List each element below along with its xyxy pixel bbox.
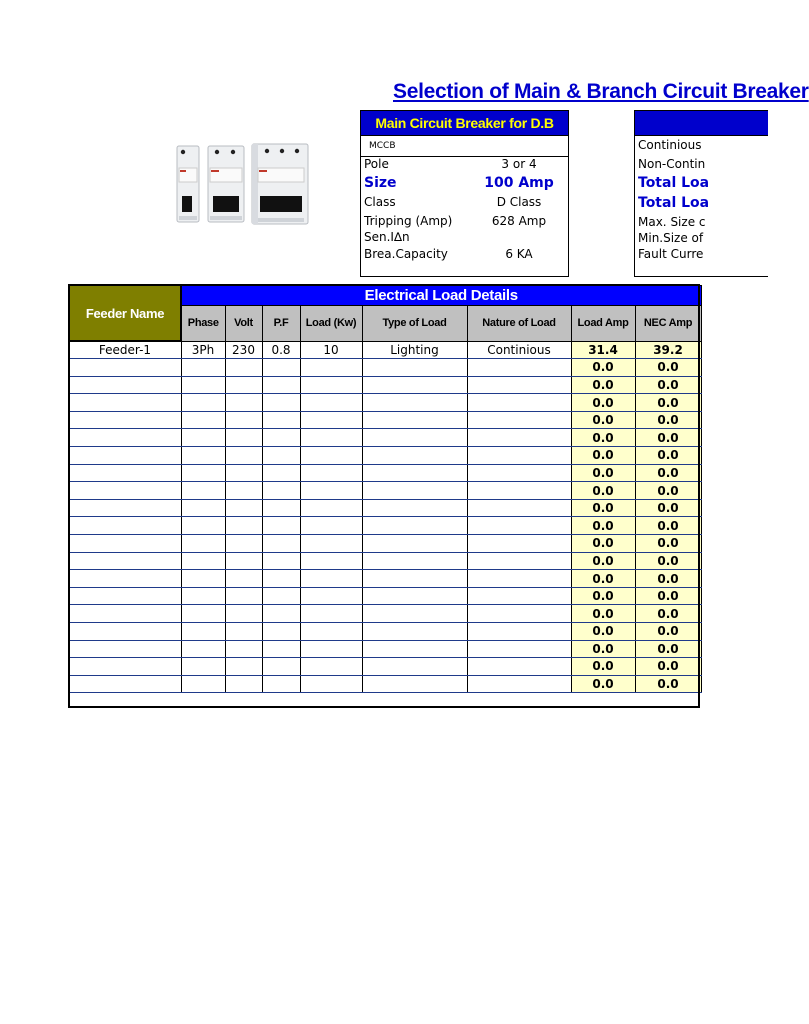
table-cell[interactable]: [225, 640, 262, 658]
table-cell[interactable]: [362, 447, 467, 465]
table-cell[interactable]: [262, 394, 300, 412]
table-cell: 0.0: [635, 499, 701, 517]
table-row: [69, 429, 701, 447]
table-cell: 0.0: [571, 482, 635, 500]
table-cell: 0.0: [635, 623, 701, 641]
table-cell[interactable]: [225, 570, 262, 588]
table-cell[interactable]: [262, 623, 300, 641]
table-cell[interactable]: [467, 359, 571, 377]
table-cell[interactable]: 0.8: [262, 341, 300, 359]
load-summary-row-label: Total Loa: [638, 175, 710, 191]
table-cell[interactable]: [262, 429, 300, 447]
table-cell: 0.0: [635, 359, 701, 377]
table-cell: 0.0: [571, 376, 635, 394]
table-row: [69, 359, 701, 377]
table-cell[interactable]: [225, 482, 262, 500]
column-header: P.F: [262, 305, 300, 341]
table-cell[interactable]: [181, 605, 225, 623]
table-cell[interactable]: [262, 376, 300, 394]
table-cell[interactable]: [467, 411, 571, 429]
table-cell: 0.0: [571, 535, 635, 553]
main-breaker-row-value[interactable]: 3 or 4: [501, 157, 537, 171]
table-cell[interactable]: [362, 411, 467, 429]
table-cell[interactable]: [467, 640, 571, 658]
table-cell[interactable]: [225, 605, 262, 623]
table-row: [69, 675, 701, 693]
load-summary-panel: [634, 110, 768, 277]
table-cell[interactable]: [262, 411, 300, 429]
table-cell: 0.0: [571, 464, 635, 482]
table-cell[interactable]: [69, 640, 181, 658]
main-breaker-row-value[interactable]: 628 Amp: [491, 214, 547, 228]
table-cell[interactable]: [225, 552, 262, 570]
table-cell[interactable]: [69, 411, 181, 429]
table-cell[interactable]: [69, 675, 181, 693]
column-header: Phase: [181, 305, 225, 341]
table-cell[interactable]: [300, 658, 362, 676]
table-cell: 0.0: [635, 411, 701, 429]
table-cell[interactable]: [262, 464, 300, 482]
table-cell[interactable]: [467, 587, 571, 605]
table-row: [69, 517, 701, 535]
table-cell[interactable]: [69, 658, 181, 676]
main-breaker-row-label: Sen.I∆n: [364, 230, 410, 244]
table-row: [69, 640, 701, 658]
table-cell[interactable]: [69, 587, 181, 605]
table-row: [69, 341, 701, 359]
table-cell[interactable]: [181, 464, 225, 482]
table-cell[interactable]: [262, 675, 300, 693]
table-cell[interactable]: [69, 447, 181, 465]
circuit-breaker-image: [170, 140, 315, 230]
main-breaker-header: Main Circuit Breaker for D.B: [361, 111, 568, 136]
table-row: [69, 587, 701, 605]
table-cell[interactable]: [225, 675, 262, 693]
table-cell: 0.0: [635, 570, 701, 588]
table-cell[interactable]: [467, 517, 571, 535]
table-cell: 0.0: [571, 429, 635, 447]
table-cell[interactable]: [300, 376, 362, 394]
table-cell[interactable]: 10: [300, 341, 362, 359]
table-cell[interactable]: [362, 552, 467, 570]
table-cell[interactable]: [225, 517, 262, 535]
table-cell[interactable]: [362, 535, 467, 553]
column-header: NEC Amp: [635, 305, 701, 341]
main-breaker-row-value[interactable]: 6 KA: [505, 247, 533, 261]
table-cell[interactable]: [262, 658, 300, 676]
table-cell[interactable]: [300, 394, 362, 412]
table-cell[interactable]: [467, 623, 571, 641]
table-cell[interactable]: [362, 394, 467, 412]
table-row: [69, 482, 701, 500]
table-cell[interactable]: [467, 447, 571, 465]
table-cell[interactable]: [262, 570, 300, 588]
electrical-load-details-header: Electrical Load Details: [181, 285, 701, 305]
table-cell[interactable]: [69, 464, 181, 482]
table-cell[interactable]: [181, 482, 225, 500]
table-cell[interactable]: [225, 429, 262, 447]
table-cell[interactable]: [467, 464, 571, 482]
table-cell[interactable]: [181, 411, 225, 429]
table-cell: 0.0: [635, 394, 701, 412]
feeder-name-header: Feeder Name: [69, 285, 181, 341]
table-cell[interactable]: [225, 499, 262, 517]
table-cell[interactable]: [467, 605, 571, 623]
table-cell: 0.0: [571, 411, 635, 429]
table-cell[interactable]: [69, 623, 181, 641]
table-cell: 0.0: [571, 640, 635, 658]
triple-pole-breaker-icon: [252, 144, 308, 224]
table-row: [69, 464, 701, 482]
table-cell[interactable]: [362, 429, 467, 447]
table-cell[interactable]: [69, 482, 181, 500]
table-cell[interactable]: [181, 499, 225, 517]
table-cell[interactable]: [225, 587, 262, 605]
table-cell[interactable]: [300, 429, 362, 447]
main-breaker-row-label: Brea.Capacity: [364, 247, 448, 261]
table-cell[interactable]: [362, 359, 467, 377]
load-summary-row-label: Min.Size of: [638, 231, 704, 245]
table-cell[interactable]: [225, 411, 262, 429]
load-summary-row-label: Continious: [638, 138, 702, 152]
table-row: [69, 535, 701, 553]
table-cell[interactable]: [262, 359, 300, 377]
table-cell[interactable]: [467, 376, 571, 394]
load-summary-header: [635, 111, 768, 136]
table-cell[interactable]: [300, 570, 362, 588]
table-cell[interactable]: 3Ph: [181, 341, 225, 359]
table-cell[interactable]: [467, 658, 571, 676]
table-cell[interactable]: [225, 623, 262, 641]
table-cell: 0.0: [571, 552, 635, 570]
table-cell[interactable]: [225, 359, 262, 377]
main-breaker-row-label: Size: [364, 175, 397, 191]
table-cell[interactable]: [467, 535, 571, 553]
column-header: Load (Kw): [300, 305, 362, 341]
table-cell[interactable]: [225, 394, 262, 412]
table-cell[interactable]: Continious: [467, 341, 571, 359]
table-cell[interactable]: [181, 376, 225, 394]
table-cell[interactable]: [262, 640, 300, 658]
table-cell[interactable]: [467, 394, 571, 412]
table-cell[interactable]: [362, 623, 467, 641]
table-cell[interactable]: [300, 517, 362, 535]
table-cell[interactable]: [362, 482, 467, 500]
table-row: [69, 411, 701, 429]
table-row: [69, 552, 701, 570]
table-row: [69, 623, 701, 641]
table-cell[interactable]: [300, 535, 362, 553]
load-summary-row-label: Non-Contin: [638, 157, 706, 171]
table-cell[interactable]: [300, 552, 362, 570]
table-cell: 0.0: [571, 570, 635, 588]
table-cell[interactable]: [300, 605, 362, 623]
table-cell[interactable]: [69, 570, 181, 588]
table-cell[interactable]: [362, 587, 467, 605]
main-breaker-row-label: Class: [364, 195, 396, 209]
table-cell: 0.0: [571, 587, 635, 605]
table-cell[interactable]: [362, 675, 467, 693]
table-cell[interactable]: [362, 658, 467, 676]
table-cell[interactable]: [69, 605, 181, 623]
table-cell[interactable]: [69, 552, 181, 570]
table-cell[interactable]: [362, 570, 467, 588]
table-row: [69, 570, 701, 588]
table-cell[interactable]: [181, 623, 225, 641]
table-cell[interactable]: [300, 587, 362, 605]
table-cell[interactable]: [181, 517, 225, 535]
table-cell: 39.2: [635, 341, 701, 359]
load-summary-row-label: Fault Curre: [638, 247, 704, 261]
table-cell[interactable]: Lighting: [362, 341, 467, 359]
table-cell: 0.0: [571, 517, 635, 535]
electrical-load-table: [68, 284, 702, 693]
table-cell[interactable]: [467, 552, 571, 570]
main-breaker-row-label: Tripping (Amp): [364, 214, 453, 228]
column-header: Type of Load: [362, 305, 467, 341]
main-breaker-panel: [360, 110, 569, 277]
double-pole-breaker-icon: [208, 146, 244, 222]
table-cell[interactable]: [262, 535, 300, 553]
table-cell: 0.0: [571, 499, 635, 517]
table-cell: 0.0: [635, 376, 701, 394]
table-cell[interactable]: [181, 640, 225, 658]
table-cell[interactable]: [69, 376, 181, 394]
table-row: [69, 394, 701, 412]
table-cell: 0.0: [635, 517, 701, 535]
table-cell[interactable]: [181, 447, 225, 465]
table-cell[interactable]: [362, 605, 467, 623]
column-header: Volt: [225, 305, 262, 341]
table-cell[interactable]: [467, 499, 571, 517]
table-cell[interactable]: [225, 376, 262, 394]
table-cell[interactable]: [362, 499, 467, 517]
table-cell: 0.0: [571, 675, 635, 693]
table-row: [69, 658, 701, 676]
table-row: [69, 376, 701, 394]
table-cell[interactable]: [181, 570, 225, 588]
single-pole-breaker-icon: [177, 146, 199, 222]
table-cell[interactable]: [181, 675, 225, 693]
table-cell[interactable]: [467, 429, 571, 447]
table-cell[interactable]: [300, 623, 362, 641]
table-cell[interactable]: [300, 675, 362, 693]
table-cell[interactable]: [181, 429, 225, 447]
table-cell[interactable]: [225, 464, 262, 482]
table-cell[interactable]: [300, 640, 362, 658]
column-header: Load Amp: [571, 305, 635, 341]
table-cell[interactable]: [300, 499, 362, 517]
table-cell[interactable]: [262, 482, 300, 500]
table-cell[interactable]: [69, 394, 181, 412]
table-row: [69, 605, 701, 623]
breaker-type-cell[interactable]: MCCB: [361, 136, 568, 157]
table-cell[interactable]: [262, 447, 300, 465]
table-cell[interactable]: [181, 658, 225, 676]
table-cell: 0.0: [635, 640, 701, 658]
table-cell: 0.0: [635, 429, 701, 447]
table-cell: 0.0: [571, 359, 635, 377]
table-cell[interactable]: [300, 482, 362, 500]
table-row: [69, 499, 701, 517]
table-cell[interactable]: [262, 499, 300, 517]
table-cell: 0.0: [635, 464, 701, 482]
table-cell[interactable]: [181, 587, 225, 605]
table-cell: 0.0: [635, 482, 701, 500]
table-cell[interactable]: [69, 517, 181, 535]
table-cell: 0.0: [635, 605, 701, 623]
table-cell: 0.0: [571, 623, 635, 641]
table-cell[interactable]: [467, 482, 571, 500]
table-cell[interactable]: Feeder-1: [69, 341, 181, 359]
table-cell[interactable]: 230: [225, 341, 262, 359]
table-cell[interactable]: [225, 535, 262, 553]
table-cell[interactable]: [262, 587, 300, 605]
table-cell[interactable]: [362, 517, 467, 535]
table-cell[interactable]: [69, 359, 181, 377]
table-cell[interactable]: [362, 376, 467, 394]
table-cell[interactable]: [362, 464, 467, 482]
load-summary-row-label: Total Loa: [638, 195, 710, 211]
table-cell: 0.0: [635, 447, 701, 465]
table-cell: 31.4: [571, 341, 635, 359]
table-cell[interactable]: [69, 535, 181, 553]
table-cell: 0.0: [635, 658, 701, 676]
table-cell[interactable]: [467, 675, 571, 693]
table-cell[interactable]: [300, 447, 362, 465]
table-cell: 0.0: [635, 587, 701, 605]
table-cell[interactable]: [181, 552, 225, 570]
main-breaker-row-label: Pole: [364, 157, 389, 171]
table-cell[interactable]: [362, 640, 467, 658]
page-title: Selection of Main & Branch Circuit Breaker: [393, 80, 809, 103]
table-cell[interactable]: [300, 464, 362, 482]
table-cell[interactable]: [467, 570, 571, 588]
table-cell: 0.0: [635, 675, 701, 693]
table-cell: 0.0: [571, 605, 635, 623]
table-cell[interactable]: [300, 411, 362, 429]
table-cell[interactable]: [262, 605, 300, 623]
table-cell[interactable]: [181, 535, 225, 553]
main-breaker-row-value[interactable]: D Class: [496, 195, 542, 209]
table-cell: 0.0: [571, 394, 635, 412]
table-cell[interactable]: [262, 517, 300, 535]
table-cell[interactable]: [300, 359, 362, 377]
table-cell[interactable]: [69, 499, 181, 517]
table-row: [69, 447, 701, 465]
load-summary-row-label: Max. Size c: [638, 215, 706, 229]
table-cell: 0.0: [571, 447, 635, 465]
table-cell: 0.0: [635, 552, 701, 570]
table-cell[interactable]: [225, 447, 262, 465]
table-cell[interactable]: [262, 552, 300, 570]
table-cell[interactable]: [69, 429, 181, 447]
table-cell[interactable]: [225, 658, 262, 676]
column-header: Nature of Load: [467, 305, 571, 341]
table-cell: 0.0: [635, 535, 701, 553]
table-cell[interactable]: [181, 359, 225, 377]
table-cell[interactable]: [181, 394, 225, 412]
table-cell: 0.0: [571, 658, 635, 676]
main-breaker-row-value[interactable]: 100 Amp: [484, 175, 554, 191]
